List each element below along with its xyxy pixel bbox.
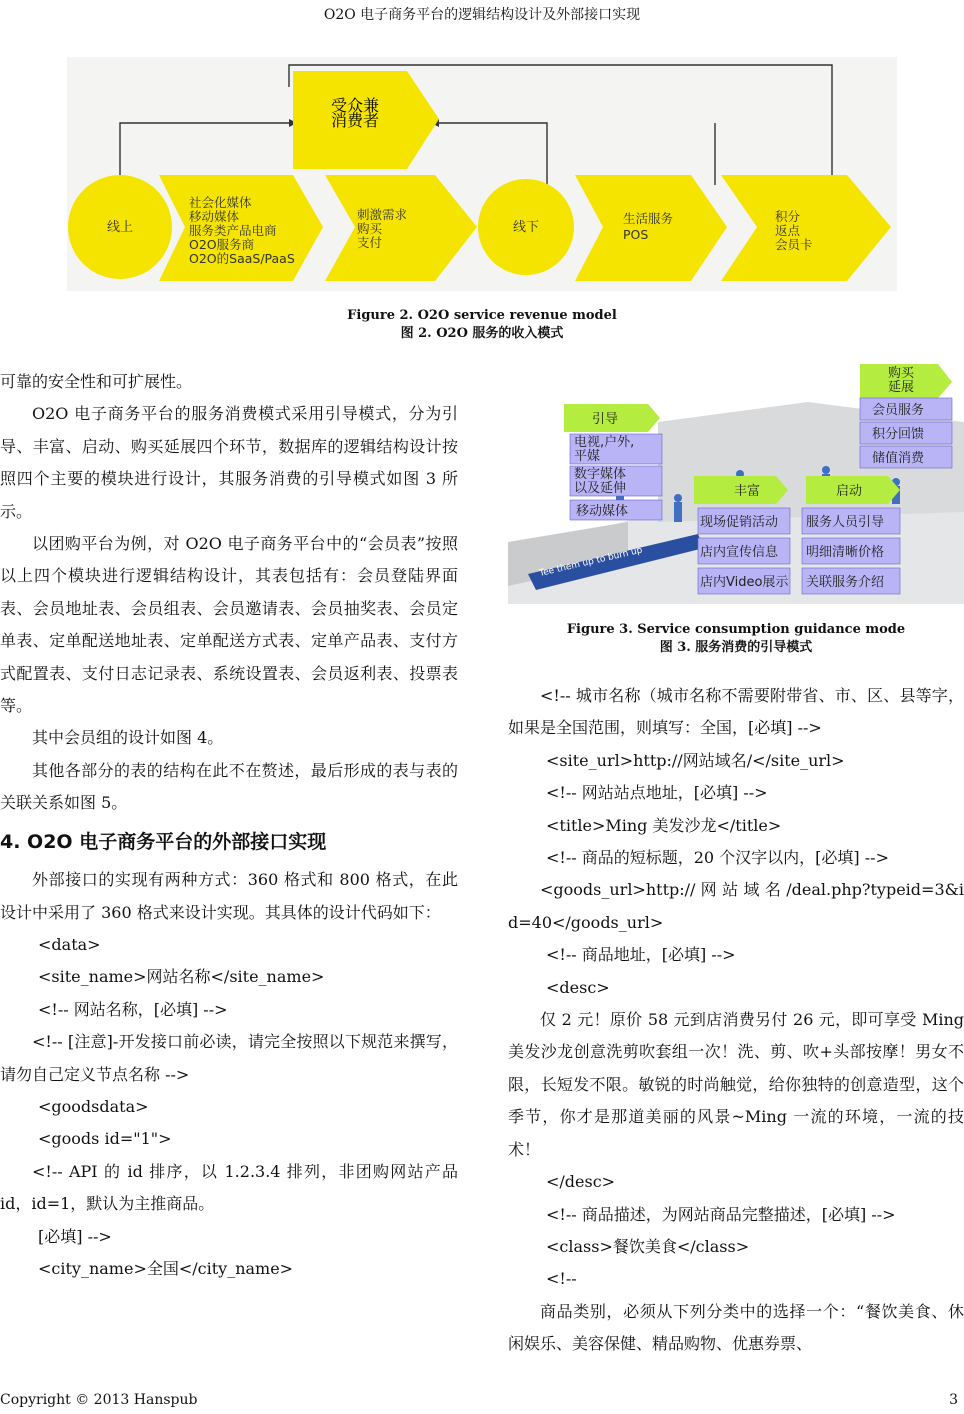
member-service-label: 会员服务	[872, 403, 925, 418]
code-line: <goods_url>http:// 网 站 域 名 /deal.php?typeid=3&id=40</goods_url>	[508, 880, 964, 932]
enrich-label: 丰富	[734, 484, 761, 499]
code-line: <!-- 商品地址，[必填] -->	[546, 945, 736, 965]
code-line: <class>餐饮美食</class>	[546, 1236, 750, 1256]
mobile-label: 移动媒体	[576, 504, 629, 519]
store-video-label: 店内Video展示	[700, 575, 789, 590]
code-line: <!-- 商品描述，为网站商品完整描述，[必填] -->	[546, 1204, 896, 1224]
stored-value-label: 储值消费	[872, 451, 925, 466]
store-info-label: 店内宣传信息	[700, 545, 779, 560]
code-line: <title>Ming 美发沙龙</title>	[546, 815, 782, 835]
code-line: <!-- 网站名称，[必填] -->	[38, 999, 228, 1019]
running-header: O2O 电子商务平台的逻辑结构设计及外部接口实现	[323, 7, 641, 23]
stimulate-label: 刺激需求购买支付	[357, 207, 408, 250]
figure-2-revenue-model	[67, 57, 897, 291]
digital-label: 数字媒体以及延伸	[574, 467, 627, 496]
paragraph: 外部接口的实现有两种方式：360 格式和 800 格式，在此设计中采用了 360 格式来设计实现。其具体的设计代码如下：	[0, 870, 458, 922]
online-channels-label: 社会化媒体移动媒体服务类产品电商 O2O服务商 O2O的SaaS/PaaS	[189, 195, 295, 266]
price-label: 明细清晰价格	[806, 545, 885, 560]
figure-2-caption-en: Figure 2. O2O service revenue model	[347, 308, 617, 323]
right-column	[508, 680, 964, 1361]
audience-consumer-label: 受众兼消费者	[330, 96, 380, 130]
code-line: <!-- 城市名称（城市名称不需要附带省、市、区、县等字，如果是全国范围，则填写：全国，[必填] -->	[508, 686, 964, 738]
code-line: <goodsdata>	[38, 1096, 149, 1116]
code-line: <goods id="1">	[38, 1129, 172, 1149]
staff-label: 服务人员引导	[806, 515, 885, 530]
code-line: <city_name>全国</city_name>	[38, 1258, 294, 1278]
tv-label: 电视,户外,平媒	[574, 435, 635, 464]
offline-label: 线下	[512, 220, 540, 235]
paragraph: 其他各部分的表的结构在此不在赘述，最后形成的表与表的关联关系如图 5。	[0, 760, 458, 813]
figure-3-caption-en: Figure 3. Service consumption guidance mode	[566, 622, 906, 637]
code-line: <site_url>http://网站域名/</site_url>	[546, 750, 845, 770]
promo-label: 现场促销活动	[700, 515, 779, 530]
section-heading: 4. O2O 电子商务平台的外部接口实现	[0, 830, 327, 853]
paragraph: 商品类别，必须从下列分类中的选择一个：“餐饮美食、休闲娱乐、美容保健、精品购物、优惠券票、	[508, 1301, 964, 1354]
code-line: <!-- 商品的短标题，20 个汉字以内，[必填] -->	[546, 848, 889, 868]
code-line: <!-- 网站站点地址，[必填] -->	[546, 783, 768, 803]
code-line: </desc>	[546, 1172, 616, 1192]
figure-2-caption-cn: 图 2. O2O 服务的收入模式	[400, 326, 564, 341]
points-label: 积分返点会员卡	[775, 209, 813, 252]
code-line: <desc>	[546, 977, 610, 997]
life-service-label: 生活服务 POS	[623, 211, 674, 242]
paragraph: 仅 2 元！原价 58 元到店消费另付 26 元，即可享受 Ming 美发沙龙创意洗剪吹套组一次！洗、剪、吹+头部按摩！男女不限，长短发不限。敏锐的时尚触觉，给你独特的创意造型，这个季节，你才是那道美丽的风景~Ming 一流的环境，一流的技术！	[508, 1010, 964, 1159]
code-line: <!-- API 的 id 排序，以 1.2.3.4 排列，非团购网站产品 id，id=1，默认为主推商品。	[0, 1161, 458, 1214]
paragraph: 其中会员组的设计如图 4。	[32, 728, 224, 748]
guide-label: 引导	[592, 412, 619, 427]
code-line: <!--	[546, 1269, 577, 1289]
buy-extend-label: 购买延展	[888, 366, 915, 395]
online-label: 线上	[106, 220, 134, 235]
code-line: [必填] -->	[38, 1226, 112, 1246]
page-number: 3	[949, 1392, 958, 1408]
paragraph: 以团购平台为例，对 O2O 电子商务平台中的“会员表”按照以上四个模块进行逻辑结构设计，其表包括有：会员登陆界面表、会员地址表、会员组表、会员邀请表、会员抽奖表、会员定单表、定单配送地址表、定单配送方式表、定单产品表、支付方式配置表、支付日志记录表、系统设置表、会员返利表、投票表等。	[0, 534, 458, 716]
left-column	[0, 366, 458, 1285]
footer-copyright: Copyright © 2013 Hanspub	[0, 1392, 198, 1408]
points-back-label: 积分回馈	[872, 427, 925, 442]
code-line: <site_name>网站名称</site_name>	[38, 967, 325, 987]
paragraph: 可靠的安全性和可扩展性。	[0, 372, 193, 391]
paragraph: O2O 电子商务平台的服务消费模式采用引导模式，分为引导、丰富、启动、购买延展四个环节，数据库的逻辑结构设计按照四个主要的模块进行设计，其服务消费的引导模式如图 3 所示。	[0, 404, 458, 521]
related-label: 关联服务介绍	[806, 575, 885, 590]
figure-3-caption-cn: 图 3. 服务消费的引导模式	[659, 640, 813, 655]
code-line: <data>	[38, 934, 101, 954]
figure-3-guidance-mode	[508, 362, 964, 604]
code-line: <!-- [注意]-开发接口前必读，请完全按照以下规范来撰写，请勿自己定义节点名称 -->	[0, 1032, 458, 1084]
start-label: 启动	[836, 484, 863, 499]
figure-3-floor-text: Tee them up to burn up	[538, 545, 644, 579]
